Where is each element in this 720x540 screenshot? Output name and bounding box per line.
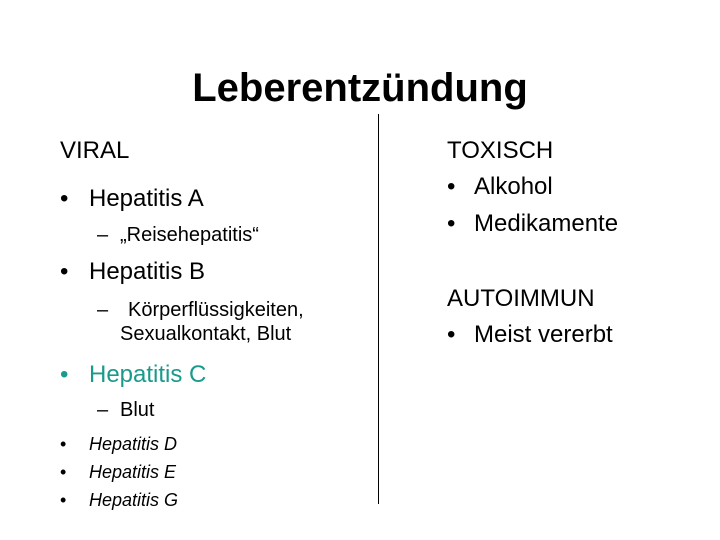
list-item-hepatitis-d [60,430,177,458]
list-item-label: Alkohol [474,173,553,200]
sub-item-reisehepatitis [97,223,259,247]
right-heading-toxisch: TOXISCH [447,137,554,164]
dash: – [97,224,109,246]
bullet: • [60,462,67,482]
sub-item-blut [97,398,154,422]
list-item-medikamente [447,209,618,239]
list-item-label: Medikamente [474,210,619,237]
list-item-hepatitis-c [60,360,206,390]
bullet: • [447,173,456,200]
list-item-hepatitis-b [60,257,205,287]
slide-title: Leberentzündung [192,66,528,110]
sub-item-label: Körperflüssigkeiten, [128,299,304,321]
bullet: • [60,490,67,510]
sub-item-sexualkontakt: Sexualkontakt, Blut [120,323,292,345]
list-item-hepatitis-g [60,486,178,514]
list-item-hepatitis-a [60,184,204,214]
sub-item-koerperfluessigkeiten [97,298,304,322]
bullet: • [60,434,67,454]
sub-item-label: Blut [120,399,155,421]
list-item-label: Hepatitis A [89,185,204,212]
list-item-label: Hepatitis E [89,462,177,482]
list-item-label: Hepatitis B [89,258,206,285]
left-heading: VIRAL [60,137,130,164]
column-divider [378,114,379,504]
list-item-label: Hepatitis G [89,490,179,510]
sub-item-label: „Reisehepatitis“ [120,224,259,246]
bullet: • [60,258,69,285]
bullet: • [60,185,69,212]
dash: – [97,399,109,421]
list-item-meist-vererbt [447,320,613,350]
list-item-alkohol [447,172,553,202]
bullet: • [60,361,69,388]
list-item-label: Meist vererbt [474,321,613,348]
list-item-hepatitis-e [60,458,176,486]
list-item-label: Hepatitis C [89,361,207,388]
bullet: • [447,210,456,237]
list-item-label: Hepatitis D [89,434,178,454]
dash: – [97,299,109,321]
bullet: • [447,321,456,348]
right-heading-autoimmun: AUTOIMMUN [447,285,595,312]
